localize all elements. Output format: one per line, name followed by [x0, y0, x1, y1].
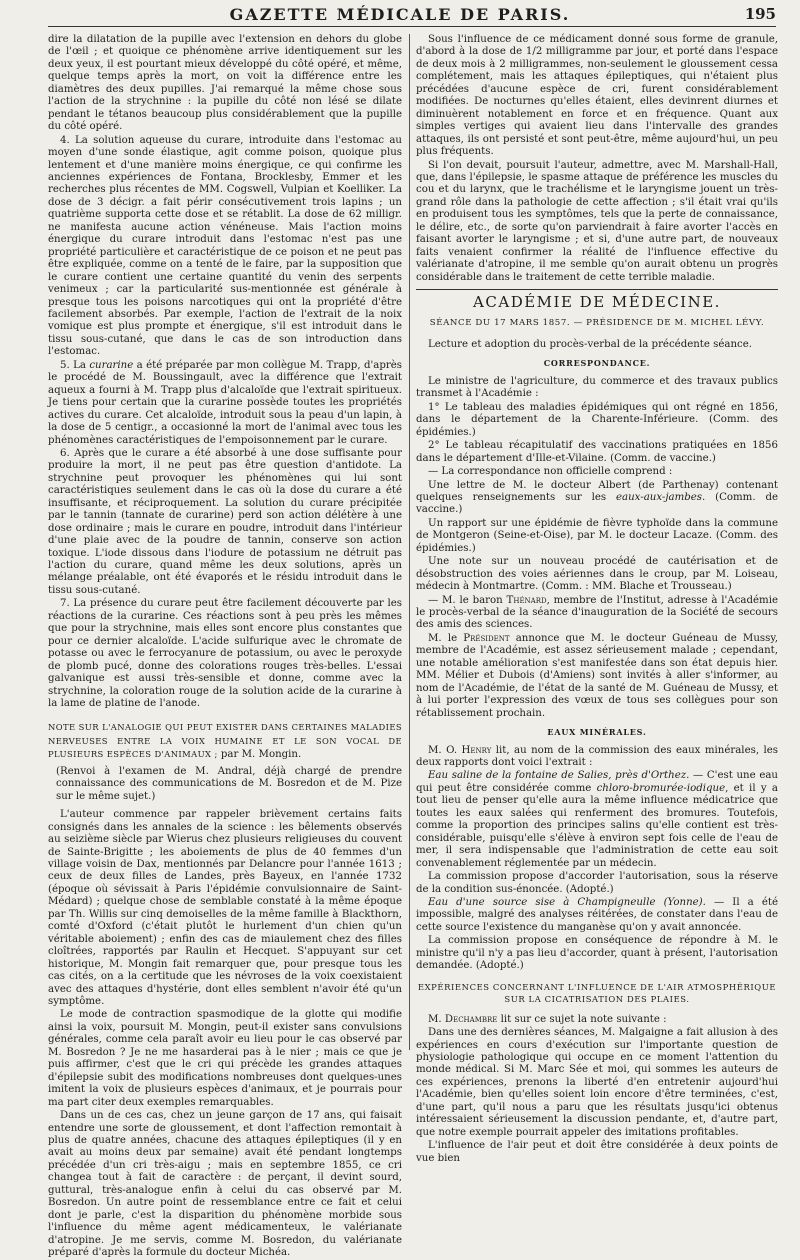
paragraph-commission-1: La commission propose d'accorder l'autorisation, sous la réserve de la condition sus-énoncée. (Adopté.)	[416, 871, 778, 895]
eau1-italic-2: chloro-bromurée-iodique	[596, 782, 726, 794]
page-header	[0, 0, 800, 26]
baron-name: Thénard	[506, 594, 547, 606]
pres-a: M. le	[428, 632, 464, 644]
paragraph-rapport: Un rapport sur une épidémie de fièvre typhoïde dans la commune de Montgeron (Seine-et-Oise), par M. le docteur Lacaze. (Comm. des épidémies.)	[416, 517, 778, 554]
paragraph-lettre	[416, 480, 778, 517]
eau1-italic: Eau saline de la fontaine de Salies, près d'Orthez.	[428, 770, 690, 782]
p5-text-a: 5. La	[60, 359, 90, 371]
lettre-a: Une lettre de M. le docteur Albert (de Parthenay) contenant quelques renseignements sur les	[416, 479, 778, 503]
eau2-b: — Il a été impossible, malgré des analyses réitérées, de constater dans l'eau de cette source l'existence du manganèse qu'on y avait annoncée.	[416, 897, 779, 933]
column-divider	[409, 34, 410, 1050]
paragraph-henry	[416, 745, 778, 770]
page-number: 195	[744, 5, 776, 23]
eau2-italic: Eau d'une source sise à Champigneulle (Yonne).	[428, 897, 706, 908]
right-column	[416, 34, 779, 1164]
section-separator	[416, 289, 778, 290]
henry-b: lit, au nom de la commission des eaux minérales, les deux rapports dont voici l'extrait :	[416, 744, 779, 769]
paragraph-auteur: L'auteur commence par rappeler brièvement certains faits consignés dans les annales de la science : les bêlements observés au seizième siècle par Wierus chez plusieurs religieuses du couvent de Sainte-Brigitte ; les aboiements de plus de 40 femmes d'un village voisin de Dax, mentionnés par Delancre pour l'année 1613 ; ceux de deux filles de Landes, près Bayeux, en l'année 1732 (époque où sévissait à Paris l'épidémie convulsionnaire de Saint-Médard) ; quelque chose de semblable constaté à la même époque par Th. Willis sur cinq demoiselles de la même famille à Blackthorn, comté d'Oxford (c'était plutôt le hurlement d'un chien qu'un véritable aboiement) ; enfin des cas de miaulement chez des filles cloîtrées, rapportés par Raulin et Hecquet. S'appuyant sur cet historique, M. Mongin fait remarquer que, pour presque tous les cas cités, on a la certitude que les névroses de la voix coexistaient avec des attaques d'hystérie, dont elles semblent n'avoir été qu'un symptôme.	[48, 809, 402, 1007]
paragraph-dans-dernieres: Dans une des dernières séances, M. Malgaigne a fait allusion à des expériences en cours d'exécution sur l'importante question de physiologie pathologique qui occupe en ce moment l'attention du monde médical. Si M. Marc Sée et moi, qui sommes les auteurs de ces expériences, prenons la liberté d'en entretenir aujourd'hui l'Académie, bien qu'elles soient loin encore d'être terminées, c'est, d'une part, qu'il nous a paru que les résultats jusqu'ici obtenus intéressaient sérieusement la discussion pendante, et, d'autre part, que notre exemple pourrait appeler des imitations profitables.	[416, 1027, 778, 1138]
henry-a: M. O.	[428, 744, 462, 756]
journal-title: GAZETTE MÉDICALE DE PARIS.	[229, 5, 571, 24]
renvoi-paragraph: (Renvoi à l'examen de M. Andral, déjà chargé de prendre connaissance des communications de M. Bosredon et de M. Pize sur le même sujet.)	[56, 765, 402, 802]
paragraph-point-4: 4. La solution aqueuse du curare, introduite dans l'estomac au moyen d'une sonde élastique, agit comme poison, quoique plus lentement et d'une manière moins énergique, ce qui confirme les anciennes expériences de Fontana, Brocklesby, Emmer et les recherches plus récentes de MM. Cogswell, Vulpian et Koelliker. La dose de 3 décigr. a fait périr consécutivement trois lapins ; un quatrième supporta cette dose et se rétablit. La dose de 62 milligr. ne manifesta aucune action vénéneuse. Mais l'action moins énergique du curare introduit dans l'estomac n'est pas une propriété particulière et caractéristique de ce poison et ne peut pas être expliquée, comme on a tenté de le faire, par la supposition que le curare contient une certaine quantité du venin des serpents venimeux ; car la particularité sus-mentionnée est générale à presque tous les poisons narcotiques qui ont la propriété d'être facilement absorbés. Par exemple, l'action de l'extrait de la noix vomique est plus prompte et énergique, s'il est introduit dans le tissu sous-cutané, que dans le cas de son introduction dans l'estomac.	[48, 134, 402, 358]
paragraph-baron	[416, 595, 778, 632]
note-author: par M. Mongin.	[217, 749, 302, 761]
paragraph-point-6: 6. Après que le curare a été absorbé à une dose suffisante pour produire la mort, il ne peut pas être question d'antidote. La strychnine peut provoquer les phénomènes qui lui sont caractéristiques seulement dans le cas où la dose du curare a été insuffisante, et réciproquement. La solution du curare précipitée par le tannin (tannate de curarine) perd son action délétère à une dose ordinaire ; mais le curare en poudre, introduit dans l'intérieur d'une plaie avec de la poudre de tannin, conserve son action toxique. L'iode dissous dans l'iodure de potassium ne détruit pas l'action du curare, quand même les deux solutions, après un mélange préalable, ont été évaporés et le résidu introduit dans le tissu sous-cutané.	[48, 447, 402, 596]
pres-b: annonce que M. le docteur Guéneau de Mussy, membre de l'Académie, est assez sérieusement malade ; cependant, une notable amélioration s'est manifestée dans son état depuis hier. MM. Mélier et Dubois (d'Amiens) sont invités à aller s'informer, au nom de l'Académie, de l'état de la santé de M. Guéneau de Mussy, et à lui porter l'expression des vœux de tous ses collègues pour son rétablissement prochain.	[416, 632, 778, 719]
baron-b: , membre de l'Institut, adresse à l'Académie le procès-verbal de la séance d'inauguration de la Société de secours des amis des sciences.	[416, 594, 778, 631]
left-column	[48, 34, 402, 1259]
paragraph-si: Si l'on devait, poursuit l'auteur, admettre, avec M. Marshall-Hall, que, dans l'épilepsie, le spasme attaque de préférence les muscles du cou et du larynx, que le trachélisme et le laryngisme jouent un très-grand rôle dans la pathologie de cette affection ; s'il était vrai qu'ils en produisent tous les symptômes, tels que la perte de connaissance, le délire, etc., de sorte qu'on parviendrait à faire avorter l'accès en faisant avorter le laryngisme ; et si, d'une autre part, de nouveaux faits venaient confirmer la réalité de l'influence effective du valérianate d'atropine, il me semble qu'on aurait obtenu un progrès considérable dans le traitement de cette terrible maladie.	[416, 159, 778, 283]
paragraph-lecture: Lecture et adoption du procès-verbal de la précédente séance.	[428, 338, 753, 350]
paragraph-ministre: Le ministre de l'agriculture, du commerce et des travaux publics transmet à l'Académie :	[416, 375, 778, 400]
pres-sc: Président	[463, 632, 510, 644]
paragraph-intro: dire la dilatation de la pupille avec l'extension en dehors du globe de l'œil ; et quoique ce phénomène arrive identiquement sur les deux yeux, il est pourtant mieux développé du côté opéré, et même, quelque temps après la mort, on voit la différence entre les diamètres des deux pupilles. J'ai remarqué la même chose sous l'action de la strychnine : la pupille du côté non lésé se dilate pendant le tétanos beaucoup plus considérablement que la pupille du côté opéré.	[48, 34, 402, 133]
correspondance-heading: CORRESPONDANCE.	[543, 358, 651, 369]
p5-curarine: curarine	[89, 359, 134, 371]
paragraph-eau-champigneulle	[416, 897, 778, 934]
paragraph-item-1: 1° Le tableau des maladies épidémiques qui ont régné en 1856, dans le département de la Charente-Inférieure. (Comm. des épidémies.)	[416, 401, 778, 438]
paragraph-eau-salies	[416, 770, 778, 870]
spacer	[48, 711, 402, 717]
eau1-a: — C'est une eau qui peut être considérée comme	[416, 770, 778, 794]
paragraph-influence: L'influence de l'air peut et doit être considérée à deux points de vue bien	[416, 1140, 778, 1164]
experiences-heading-line-2: SUR LA CICATRISATION DES PLAIES.	[504, 994, 690, 1005]
eau1-b: , et il y a tout lieu de penser qu'elle aura la même influence médicatrice que toutes les eaux salées qui renferment des bromures. Toutefois, comme la proportion des principes salins qu'elle contient est très-considérable, puisqu'elle s'élève à environ sept fois celle de l'eau de mer, il sera indispensable que l'administration de cette eau soit convenablement réglementée par un médecin.	[416, 782, 778, 869]
experiences-heading	[416, 981, 778, 1006]
seance-line: SÉANCE DU 17 MARS 1857. — PRÉSIDENCE DE M. MICHEL LÉVY.	[429, 317, 765, 328]
baron-a: — M. le baron	[428, 594, 507, 606]
dech-b: lit sur ce sujet la note suivante :	[497, 1013, 667, 1025]
paragraph-sous: Sous l'influence de ce médicament donné sous forme de granule, d'abord à la dose de 1/2 milligramme par jour, et porté dans l'espace de deux mois à 2 milligrammes, non-seulement le gloussement cessa complétement, mais les attaques épileptiques, qui n'étaient plus précédées d'aucune espèce de cri, furent considérablement modifiées. De nocturnes qu'elles étaient, elles devinrent diurnes et diminuèrent notablement en force et en fréquence. Quant aux simples vertiges qui avaient lieu dans l'intervalle des grandes attaques, ils ont persisté et sont peut-être, même aujourd'hui, un peu plus fréquents.	[416, 34, 778, 158]
paragraph-note: Une note sur un nouveau procédé de cautérisation et de désobstruction des voies aériennes dans le croup, par M. Loiseau, médecin à Montmartre. (Comm. : MM. Blache et Trousseau.)	[416, 556, 778, 593]
paragraph-dans: Dans un de ces cas, chez un jeune garçon de 17 ans, qui faisait entendre une sorte de gloussement, et dont l'affection remontait à plus de quatre années, chacune des attaques épileptiques (il y en avait au moins deux par semaine) avait été pendant longtemps précédée d'un cri très-aigu ; mais en septembre 1855, ce cri changea tout à fait de caractère : de perçant, il devint sourd, guttural, très-analogue enfin à celui du cas observé par M. Bosredon. Un autre point de ressemblance entre ce fait et celui dont je parle, c'est la disparition du phénomène morbide sous l'influence du même agent médicamenteux, le valérianate d'atropine. Je me servis, comme M. Bosredon, du valérianate préparé d'après la formule du docteur Michéa.	[48, 1110, 402, 1259]
note-title	[48, 721, 402, 761]
note-title-caps: NOTE SUR L'ANALOGIE QUI PEUT EXISTER DANS CERTAINES MALADIES NERVEUSES ENTRE LA VOIX HUMAINE ET LE SON VOCAL DE PLUSIEURS ESPÈCES D'ANIMAUX ;	[48, 722, 402, 760]
eaux-minerales-heading: EAUX MINÉRALES.	[547, 727, 647, 738]
paragraph-dechambre	[416, 1014, 778, 1026]
dech-sc: Dechambre	[444, 1013, 498, 1025]
paragraph-point-7: 7. La présence du curare peut être facilement découverte par les réactions de la curarine. Ces réactions sont à peu près les mêmes que pour la strychnine, mais elles sont encore plus constantes que pour ce dernier alcaloïde. L'acide sulfurique avec le chromate de potasse ou avec le ferrocyanure de potassium, ou avec le peroxyde de plomb pucé, donne des colorations rouges très-belles. L'essai galvanique est aussi très-sensible et donne, comme avec la strychnine, la coloration rouge de la solution acide de la curarine à la lame de platine de l'anode.	[48, 598, 402, 710]
lettre-italic: eaux-aux-jambes	[616, 491, 703, 503]
header-rule	[48, 26, 776, 27]
lettre-b: . (Comm. de vaccine.)	[416, 491, 778, 516]
paragraph-mode: Le mode de contraction spasmodique de la glotte qui modifie ainsi la voix, poursuit M. Mongin, peut-il exister sans convulsions générales, comme cela paraît avoir eu lieu pour le cas observé par M. Bosredon ? Je ne me hasarderai pas à le nier ; mais ce que je puis affirmer, c'est que le cri qui précède les grandes attaques d'épilepsie subit des modifications nombreuses dont quelques-unes imitent la voix de plusieurs espèces d'animaux, et je pourrais pour ma part citer deux exemples remarquables.	[48, 1009, 402, 1108]
paragraph-point-5	[48, 360, 402, 447]
p5-text-b: a été préparée par mon collègue M. Trapp, d'après le procédé de M. Boussingault, avec la différence que l'extrait aqueux a fourni à M. Trapp plus d'alcaloïde que l'extrait spiritueux. Je tiens pour certain que la curarine possède toutes les propriétés actives du curare. Cet alcaloïde, introduit sous la peau d'un lapin, à la dose de 5 centigr., a occasionné la mort de l'animal avec tous les phénomènes caractéristiques de l'empoisonnement par le curare.	[48, 359, 402, 446]
paragraph-item-2: 2° Le tableau récapitulatif des vaccinations pratiquées en 1856 dans le département d'Ille-et-Vilaine. (Comm. de vaccine.)	[416, 440, 778, 464]
paragraph-correspondance: — La correspondance non officielle comprend :	[428, 466, 673, 478]
paragraph-president	[416, 633, 778, 720]
academie-title: ACADÉMIE DE MÉDECINE.	[473, 293, 721, 312]
experiences-heading-line-1: EXPÉRIENCES CONCERNANT L'INFLUENCE DE L'AIR ATMOSPHÉRIQUE	[417, 981, 777, 992]
dech-a: M.	[428, 1013, 445, 1025]
henry-sc: Henry	[461, 744, 492, 756]
paragraph-commission-2: La commission propose en conséquence de répondre à M. le ministre qu'il n'y a pas lieu d'accorder, quant à présent, l'autorisation demandée. (Adopté.)	[416, 935, 778, 972]
